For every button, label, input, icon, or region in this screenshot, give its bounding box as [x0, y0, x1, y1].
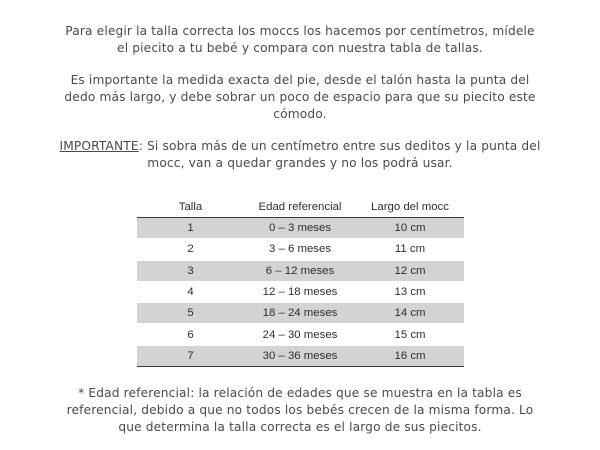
important-notice [20, 138, 580, 172]
intro-paragraph-sizing: Para elegir la talla correcta los moccs los hacemos por centímetros, mídele el piecito a tu bebé y compara con nuestra tabla de tallas. [65, 24, 535, 55]
table-row [137, 303, 464, 324]
length-cell: 12 cm [356, 260, 464, 281]
table-row [137, 218, 464, 239]
table-row [137, 324, 464, 345]
table-row [137, 239, 464, 260]
table-row [137, 260, 464, 281]
size-cell: 2 [137, 239, 244, 260]
table-row [137, 345, 464, 366]
size-chart-table [137, 197, 464, 367]
length-cell: 13 cm [356, 281, 464, 302]
header-edad-referencial: Edad referencial [244, 197, 356, 218]
table-header-row [137, 197, 464, 218]
length-cell: 14 cm [356, 303, 464, 324]
length-cell: 15 cm [356, 324, 464, 345]
age-cell: 0 – 3 meses [244, 218, 356, 239]
size-cell: 1 [137, 218, 244, 239]
important-text: : Si sobra más de un centímetro entre sus deditos y la punta del mocc, van a quedar grandes y no los podrá usar. [138, 139, 541, 170]
length-cell: 10 cm [356, 218, 464, 239]
age-cell: 18 – 24 meses [244, 303, 356, 324]
length-cell: 11 cm [356, 239, 464, 260]
size-cell: 7 [137, 345, 244, 366]
intro-paragraph-measurement: Es importante la medida exacta del pie, desde el talón hasta la punta del dedo más largo, y debe sobrar un poco de espacio para que su piecito este cómodo. [64, 73, 536, 121]
age-cell: 12 – 18 meses [244, 281, 356, 302]
header-talla: Talla [137, 197, 244, 218]
header-largo-del-mocc: Largo del mocc [356, 197, 464, 218]
age-cell: 6 – 12 meses [244, 260, 356, 281]
age-cell: 3 – 6 meses [244, 239, 356, 260]
table-row [137, 281, 464, 302]
size-cell: 4 [137, 281, 244, 302]
size-cell: 5 [137, 303, 244, 324]
length-cell: 16 cm [356, 345, 464, 366]
size-cell: 3 [137, 260, 244, 281]
important-label: IMPORTANTE [59, 139, 139, 153]
age-cell: 30 – 36 meses [244, 345, 356, 366]
size-cell: 6 [137, 324, 244, 345]
age-cell: 24 – 30 meses [244, 324, 356, 345]
footnote-age-reference: * Edad referencial: la relación de edades que se muestra en la tabla es referencial, debido a que no todos los bebés crecen de la misma forma. Lo que determina la talla correcta es el largo de sus piecitos. [66, 386, 534, 434]
